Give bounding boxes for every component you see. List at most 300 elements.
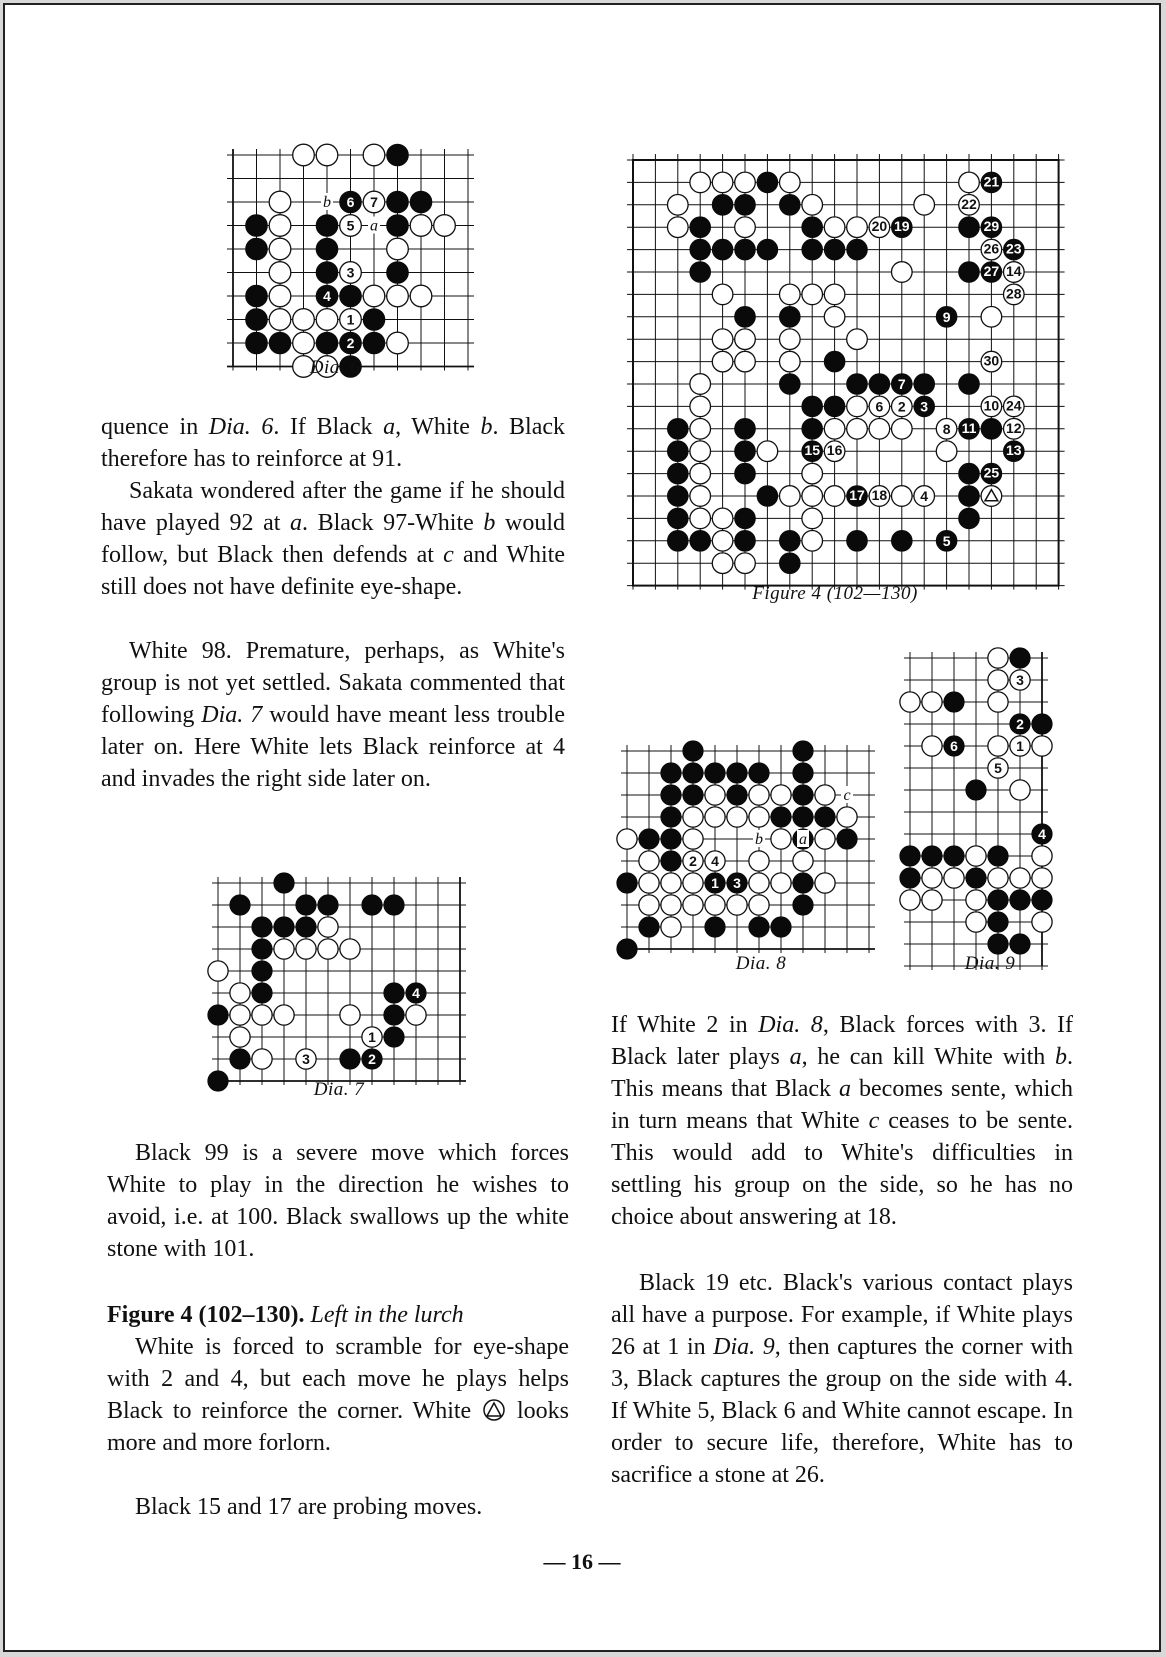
black-stone [690, 239, 711, 260]
black-stone [1010, 934, 1030, 954]
white-stone [802, 284, 823, 305]
go-board-figure4 [628, 155, 1058, 570]
move-number: 7 [897, 376, 906, 393]
white-stone [340, 939, 360, 959]
black-stone [712, 239, 733, 260]
black-stone [1003, 441, 1024, 462]
move-number: 1 [346, 311, 355, 328]
black-stone [824, 351, 845, 372]
black-stone [252, 983, 272, 1003]
black-stone [274, 873, 294, 893]
point-letter: a [370, 217, 378, 235]
point-letter: b [323, 194, 331, 211]
black-stone [340, 1049, 360, 1069]
move-number: 3 [733, 875, 741, 892]
white-stone [749, 785, 769, 805]
black-stone [771, 917, 791, 937]
white-stone [869, 486, 890, 507]
white-stone [1010, 736, 1030, 756]
move-number: 7 [370, 194, 378, 211]
white-stone [1032, 736, 1052, 756]
black-stone [988, 846, 1008, 866]
caption-dia6: Dia. 6 [309, 357, 361, 378]
go-board-dia6 [225, 145, 437, 357]
white-stone [749, 873, 769, 893]
black-stone [274, 917, 294, 937]
black-stone [735, 530, 756, 551]
move-number: 26 [983, 240, 1000, 257]
white-stone [824, 441, 845, 462]
black-stone [966, 780, 986, 800]
white-stone [847, 396, 868, 417]
white-stone [712, 329, 733, 350]
white-stone [914, 486, 935, 507]
white-stone [981, 239, 1002, 260]
black-stone [661, 785, 681, 805]
white-stone [869, 418, 890, 439]
black-stone [944, 846, 964, 866]
white-stone [230, 1005, 250, 1025]
move-number: 10 [983, 397, 1000, 414]
black-stone [340, 332, 362, 354]
black-stone [793, 895, 813, 915]
white-stone [639, 873, 659, 893]
black-stone [735, 441, 756, 462]
white-stone [318, 917, 338, 937]
black-stone [252, 961, 272, 981]
black-stone [900, 868, 920, 888]
point-letter: c [843, 787, 851, 804]
white-stone [771, 873, 791, 893]
white-stone [340, 262, 362, 284]
white-stone [683, 873, 703, 893]
black-stone [802, 217, 823, 238]
black-stone [1010, 714, 1030, 734]
black-stone [318, 895, 338, 915]
white-stone [661, 917, 681, 937]
white-stone [690, 396, 711, 417]
white-stone [410, 285, 432, 307]
black-stone [802, 418, 823, 439]
white-stone [735, 553, 756, 574]
white-stone [252, 1049, 272, 1069]
white-stone [771, 829, 791, 849]
black-stone [1010, 890, 1030, 910]
white-stone [712, 284, 733, 305]
move-number: 2 [897, 398, 906, 415]
white-stone [269, 238, 291, 260]
black-stone [914, 396, 935, 417]
white-stone [944, 868, 964, 888]
move-number: 5 [346, 217, 355, 234]
black-stone [387, 191, 409, 213]
move-number: 11 [961, 419, 977, 436]
black-stone [712, 194, 733, 215]
black-stone [959, 262, 980, 283]
white-stone [230, 1027, 250, 1047]
white-stone [712, 351, 733, 372]
white-stone [690, 463, 711, 484]
move-number: 6 [346, 194, 355, 211]
black-stone [727, 763, 747, 783]
paragraph-4: Black 99 is a severe move which forces White to play in the direction he wishes to avoid, i.e. at 100. Black swallows up the white stone with 101. [107, 1140, 569, 1262]
white-stone [847, 329, 868, 350]
white-stone [869, 217, 890, 238]
black-stone [944, 692, 964, 712]
white-stone [757, 441, 778, 462]
white-stone [922, 736, 942, 756]
move-number: 1 [711, 875, 719, 892]
white-stone [847, 418, 868, 439]
white-stone [771, 785, 791, 805]
white-stone [936, 418, 957, 439]
black-stone [914, 374, 935, 395]
black-stone [384, 983, 404, 1003]
black-stone [246, 285, 268, 307]
white-stone [639, 851, 659, 871]
white-stone [406, 1005, 426, 1025]
white-stone [779, 172, 800, 193]
move-number: 2 [689, 853, 697, 870]
book-page [3, 3, 1161, 1652]
white-stone [690, 508, 711, 529]
white-stone [891, 486, 912, 507]
black-stone [802, 441, 823, 462]
move-number: 30 [983, 352, 1000, 369]
white-stone [1010, 868, 1030, 888]
white-stone [922, 890, 942, 910]
black-stone [617, 939, 637, 959]
white-stone [712, 172, 733, 193]
white-stone [802, 530, 823, 551]
white-stone [387, 238, 409, 260]
white-stone [252, 1005, 272, 1025]
white-stone [900, 692, 920, 712]
black-stone [340, 285, 362, 307]
black-stone [252, 917, 272, 937]
black-stone [639, 829, 659, 849]
white-stone [1003, 262, 1024, 283]
white-stone [900, 890, 920, 910]
white-stone [735, 329, 756, 350]
move-number: 18 [871, 486, 888, 503]
move-number: 12 [1006, 419, 1022, 436]
move-number: 15 [804, 442, 820, 459]
white-stone [683, 851, 703, 871]
white-stone [1032, 912, 1052, 932]
caption-figure4: Figure 4 (102—130) [752, 583, 918, 604]
white-stone [667, 194, 688, 215]
black-stone [771, 807, 791, 827]
caption-dia8: Dia. 8 [735, 953, 787, 974]
black-stone [847, 239, 868, 260]
black-stone [690, 530, 711, 551]
black-stone [1010, 648, 1030, 668]
black-stone [705, 917, 725, 937]
white-stone [802, 194, 823, 215]
white-stone [779, 351, 800, 372]
point-letter: b [755, 831, 763, 848]
black-stone [384, 895, 404, 915]
white-stone [981, 351, 1002, 372]
black-stone [988, 890, 1008, 910]
black-stone [246, 309, 268, 331]
move-number: 20 [871, 218, 888, 235]
white-stone [705, 785, 725, 805]
white-stone [296, 1049, 316, 1069]
black-stone [316, 332, 338, 354]
white-stone [712, 508, 733, 529]
black-stone [749, 763, 769, 783]
white-stone [340, 215, 362, 237]
white-stone [683, 807, 703, 827]
white-stone [869, 396, 890, 417]
black-stone [802, 396, 823, 417]
move-number: 24 [1006, 397, 1022, 414]
black-stone [727, 873, 747, 893]
black-stone [667, 486, 688, 507]
white-stone [296, 939, 316, 959]
move-number: 4 [920, 488, 929, 505]
caption-dia7: Dia. 7 [313, 1079, 365, 1100]
move-number: 27 [983, 262, 1000, 279]
white-stone [705, 807, 725, 827]
white-stone [959, 172, 980, 193]
move-number: 6 [875, 398, 884, 415]
white-stone [988, 868, 1008, 888]
white-stone [735, 217, 756, 238]
white-stone [735, 351, 756, 372]
black-stone [230, 895, 250, 915]
black-stone [387, 262, 409, 284]
black-stone [683, 741, 703, 761]
white-stone [922, 692, 942, 712]
move-number: 4 [323, 288, 331, 305]
black-stone [661, 851, 681, 871]
black-stone [661, 763, 681, 783]
black-stone [363, 332, 385, 354]
black-stone [230, 1049, 250, 1069]
move-number: 4 [412, 985, 420, 1002]
white-stone [727, 807, 747, 827]
black-stone [793, 807, 813, 827]
white-stone [847, 217, 868, 238]
white-stone [705, 895, 725, 915]
move-number: 2 [346, 335, 355, 352]
white-stone [815, 785, 835, 805]
white-stone [966, 912, 986, 932]
black-stone [316, 262, 338, 284]
white-stone [966, 890, 986, 910]
black-stone [735, 418, 756, 439]
black-stone [891, 374, 912, 395]
black-stone [683, 785, 703, 805]
white-stone [363, 285, 385, 307]
white-stone [293, 144, 315, 166]
black-stone [362, 1049, 382, 1069]
move-number: 25 [983, 464, 1000, 481]
black-stone [847, 530, 868, 551]
white-stone [922, 868, 942, 888]
white-stone [779, 329, 800, 350]
white-stone [1032, 868, 1052, 888]
move-number: 4 [711, 853, 719, 870]
white-stone [988, 648, 1008, 668]
black-stone [959, 463, 980, 484]
black-stone [959, 374, 980, 395]
move-number: 3 [346, 264, 355, 281]
black-stone [705, 873, 725, 893]
white-stone [318, 939, 338, 959]
black-stone [959, 486, 980, 507]
move-number: 28 [1006, 285, 1022, 302]
white-stone [690, 418, 711, 439]
move-number: 6 [950, 738, 958, 755]
black-stone [891, 530, 912, 551]
white-stone [1003, 396, 1024, 417]
black-stone [793, 785, 813, 805]
black-stone [252, 939, 272, 959]
paragraph-1: quence in Dia. 6. If Black a, White b. Black therefore has to reinforce at 91. [101, 414, 565, 472]
white-stone [815, 873, 835, 893]
white-stone [269, 191, 291, 213]
move-number: 22 [961, 195, 977, 212]
grid-lines [621, 745, 875, 953]
black-stone [406, 983, 426, 1003]
paragraph-6: Black 15 and 17 are probing moves. [135, 1494, 483, 1520]
black-stone [936, 530, 957, 551]
black-stone [705, 763, 725, 783]
white-stone [387, 332, 409, 354]
black-stone [779, 306, 800, 327]
white-stone [1003, 284, 1024, 305]
move-number: 3 [1016, 672, 1024, 689]
black-stone [1032, 824, 1052, 844]
white-stone [661, 873, 681, 893]
move-number: 2 [1016, 716, 1024, 733]
black-stone [922, 846, 942, 866]
move-number: 9 [942, 308, 951, 325]
black-stone [735, 194, 756, 215]
move-number: 2 [368, 1051, 376, 1068]
white-stone [749, 851, 769, 871]
white-stone [824, 306, 845, 327]
move-number: 4 [1038, 826, 1046, 843]
black-stone [779, 194, 800, 215]
black-stone [363, 309, 385, 331]
black-stone [981, 463, 1002, 484]
black-stone [966, 868, 986, 888]
white-stone [1003, 418, 1024, 439]
white-stone [362, 1027, 382, 1047]
black-stone [793, 763, 813, 783]
black-stone [1032, 890, 1052, 910]
black-stone [981, 262, 1002, 283]
white-stone [667, 217, 688, 238]
black-stone [727, 785, 747, 805]
paragraph-3: White 98. Premature, perhaps, as White's group is not yet settled. Sakata commented that following Dia. 7 would have meant less trouble later on. Here White lets Black reinforce at 4 and invades the right side later on. [101, 638, 566, 792]
move-number: 3 [920, 398, 929, 415]
white-stone [274, 1005, 294, 1025]
move-number: 13 [1006, 442, 1022, 459]
move-number: 5 [942, 532, 951, 549]
paragraph-8: Black 19 etc. Black's various contact plays all have a purpose. For example, if White plays 26 at 1 in Dia. 9, then captures the corner with 3, Black captures the group on the side with 4. If White 5, Black 6 and White cannot escape. In order to secure life, therefore, White has to sacrifice a stone at 26. [611, 1270, 1073, 1488]
white-stone [387, 285, 409, 307]
white-stone [914, 194, 935, 215]
white-stone [779, 486, 800, 507]
black-stone [981, 217, 1002, 238]
black-stone [891, 217, 912, 238]
move-number: 21 [983, 173, 1000, 190]
black-stone [269, 332, 291, 354]
white-stone [269, 262, 291, 284]
white-stone [966, 846, 986, 866]
white-stone [340, 1005, 360, 1025]
white-stone [269, 309, 291, 331]
black-stone [316, 238, 338, 260]
white-triangle-stone-icon [481, 1399, 507, 1421]
black-stone [959, 217, 980, 238]
white-stone [988, 670, 1008, 690]
black-stone [316, 215, 338, 237]
white-stone [269, 215, 291, 237]
black-stone [988, 912, 1008, 932]
white-stone [824, 284, 845, 305]
black-stone [981, 172, 1002, 193]
white-stone [639, 895, 659, 915]
go-board-dia8 [619, 743, 889, 943]
page-number: — 16 — [543, 1549, 621, 1574]
black-stone [683, 763, 703, 783]
black-stone [667, 418, 688, 439]
white-stone [690, 486, 711, 507]
black-stone [617, 873, 637, 893]
black-stone [802, 239, 823, 260]
black-stone [690, 217, 711, 238]
move-number: 14 [1006, 262, 1022, 279]
paragraph-7: If White 2 in Dia. 8, Black forces with 3. If Black later plays a, he can kill White with b. This means that Black a becomes sente, which in turn means that White c ceases to be sente. This would add to White's difficulties in settling his group on the side, so he has no choice about answering at 18. [611, 1012, 1074, 1230]
black-stone [779, 530, 800, 551]
white-stone [617, 829, 637, 849]
white-stone [690, 374, 711, 395]
black-stone [661, 829, 681, 849]
white-stone [230, 983, 250, 1003]
white-stone [712, 530, 733, 551]
black-stone [296, 917, 316, 937]
white-stone [340, 309, 362, 331]
white-stone [891, 418, 912, 439]
white-stone [793, 851, 813, 871]
black-stone [847, 486, 868, 507]
black-stone [793, 873, 813, 893]
black-stone [246, 332, 268, 354]
move-number: 16 [826, 442, 843, 459]
move-number: 1 [368, 1029, 376, 1046]
black-stone [779, 374, 800, 395]
black-stone [757, 172, 778, 193]
black-stone [988, 934, 1008, 954]
white-stone [712, 553, 733, 574]
white-stone [815, 829, 835, 849]
move-number: 29 [983, 218, 1000, 235]
black-stone [749, 917, 769, 937]
black-stone [815, 807, 835, 827]
black-stone [362, 895, 382, 915]
black-stone [735, 508, 756, 529]
black-stone [208, 1071, 228, 1091]
white-stone [837, 807, 857, 827]
white-stone [802, 486, 823, 507]
